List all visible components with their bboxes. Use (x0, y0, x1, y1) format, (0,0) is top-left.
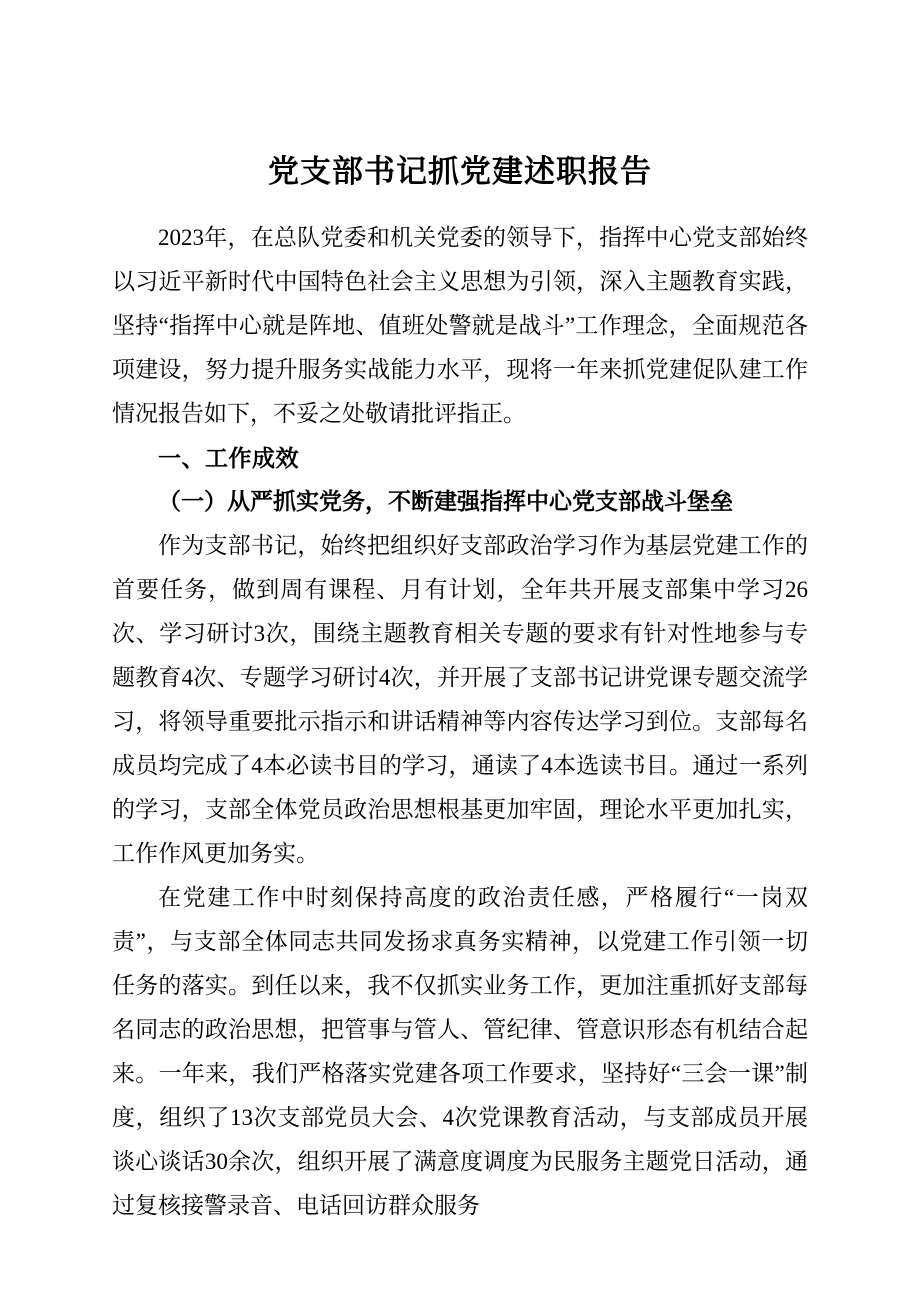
document-title: 党支部书记抓党建述职报告 (268, 154, 652, 189)
subsection-heading-1: （一）从严抓实党务，不断建强指挥中心党支部战斗堡垒 (158, 489, 733, 515)
section-heading-1: 一、工作成效 (158, 445, 299, 472)
body-paragraph-2: 在党建工作中时刻保持高度的政治责任感，严格履行“一岗双责”，与支部全体同志共同发扬求真务实精神，以党建工作引领一切任务的落实。到任以来，我不仅抓实业务工作，更加注重抓好支部每名同志的政治思想，把管事与管人、管纪律、管意识形态有机结合起来。一年来，我们严格落实党建各项工作要求，坚持好“三会一课”制度，组织了13次支部党员大会、4次党课教育活动，与支部成员开展谈心谈话30余次，组织开展了满意度调度为民服务主题党日活动，通过复核接警录音、电话回访群众服务 (112, 885, 808, 1219)
body-paragraph-1: 作为支部书记，始终把组织好支部政治学习作为基层党建工作的首要任务，做到周有课程、月有计划，全年共开展支部集中学习26次、学习研讨3次，围绕主题教育相关专题的要求有针对性地参与专题教育4次、专题学习研讨4次，并开展了支部书记讲党课专题交流学习，将领导重要批示指示和讲话精神等内容传达学习到位。支部每名成员均完成了4本必读书目的学习，通读了4本选读书目。通过一系列的学习，支部全体党员政治思想根基更加牢固，理论水平更加扎实，工作作风更加务实。 (112, 533, 808, 867)
intro-paragraph: 2023年，在总队党委和机关党委的领导下，指挥中心党支部始终以习近平新时代中国特色社会主义思想为引领，深入主题教育实践，坚持“指挥中心就是阵地、值班处警就是战斗”工作理念，全面规范各项建设，努力提升服务实战能力水平，现将一年来抓党建促队建工作情况报告如下，不妥之处敬请批评指正。 (112, 225, 808, 427)
